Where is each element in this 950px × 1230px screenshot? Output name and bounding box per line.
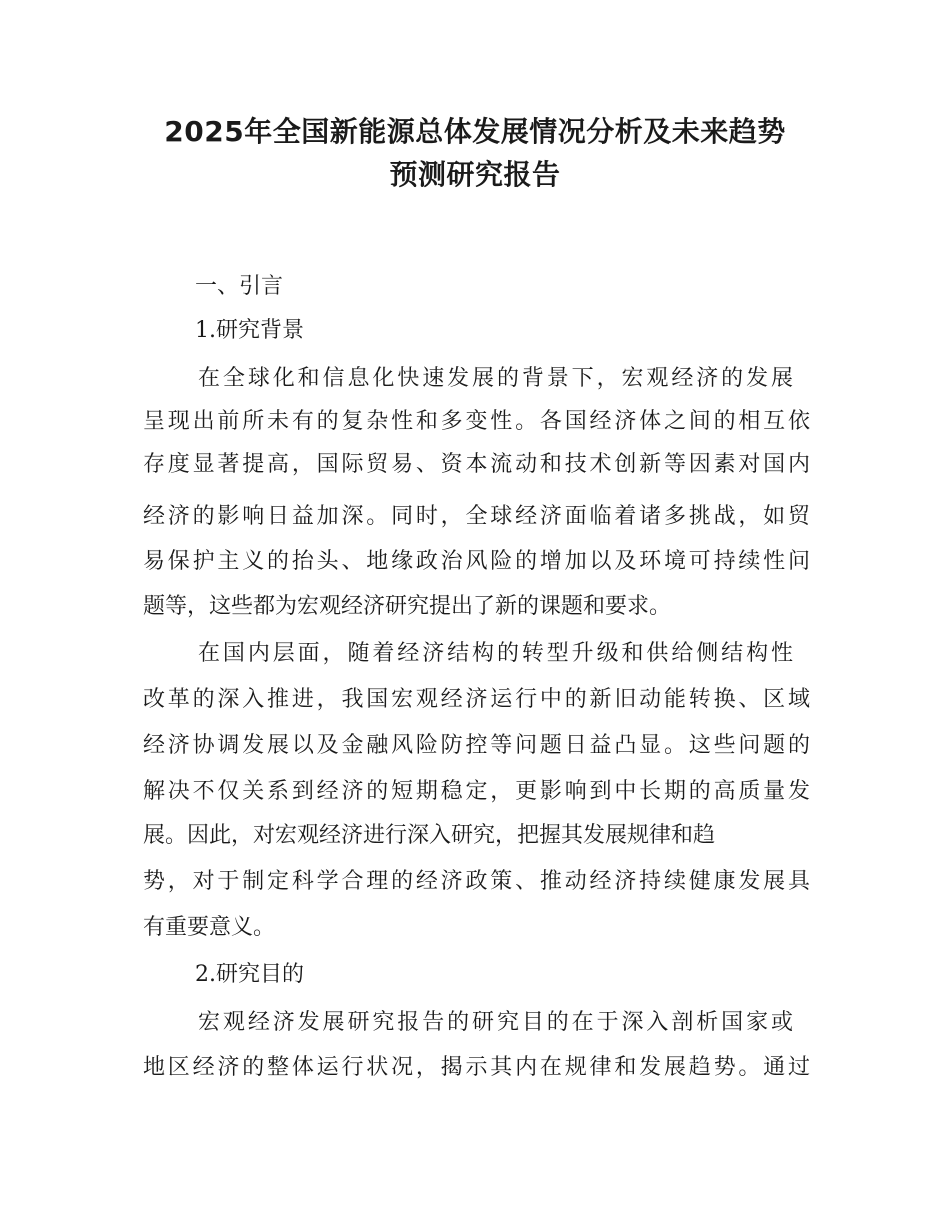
- paragraph-2-line: 改革的深入推进，我国宏观经济运行中的新旧动能转换、区域: [143, 687, 810, 712]
- paragraph-1-line: 存度显著提高，国际贸易、资本流动和技术创新等因素对国内: [143, 452, 810, 477]
- section-heading-introduction: 一、引言: [195, 274, 284, 299]
- paragraph-2-line: 在国内层面，随着经济结构的转型升级和供给侧结构性: [198, 641, 793, 666]
- subsection-heading-background: 1.研究背景: [195, 318, 304, 343]
- paragraph-3-line: 地区经济的整体运行状况，揭示其内在规律和发展趋势。通过: [143, 1055, 810, 1080]
- document-title-line-1: 2025年全国新能源总体发展情况分析及未来趋势: [164, 115, 786, 148]
- paragraph-1-line: 易保护主义的抬头、地缘政治风险的增加以及环境可持续性问: [143, 549, 810, 574]
- paragraph-1-line: 题等，这些都为宏观经济研究提出了新的课题和要求。: [143, 594, 672, 619]
- paragraph-2-line: 有重要意义。: [143, 915, 276, 940]
- paragraph-3-line: 宏观经济发展研究报告的研究目的在于深入剖析国家或: [198, 1010, 793, 1035]
- paragraph-2-line: 展。因此，对宏观经济进行深入研究，把握其发展规律和趋: [143, 823, 716, 848]
- paragraph-2-line: 经济协调发展以及金融风险防控等问题日益凸显。这些问题的: [143, 733, 810, 758]
- paragraph-1-line: 在全球化和信息化快速发展的背景下，宏观经济的发展: [198, 366, 793, 391]
- paragraph-2-line: 势，对于制定科学合理的经济政策、推动经济持续健康发展具: [143, 869, 810, 894]
- paragraph-1-line: 经济的影响日益加深。同时，全球经济面临着诸多挑战，如贸: [143, 504, 810, 529]
- document-title-line-2: 预测研究报告: [389, 158, 561, 191]
- subsection-heading-objective: 2.研究目的: [195, 962, 304, 987]
- paragraph-2-line: 解决不仅关系到经济的短期稳定，更影响到中长期的高质量发: [143, 779, 810, 804]
- paragraph-1-line: 呈现出前所未有的复杂性和多变性。各国经济体之间的相互依: [143, 409, 810, 434]
